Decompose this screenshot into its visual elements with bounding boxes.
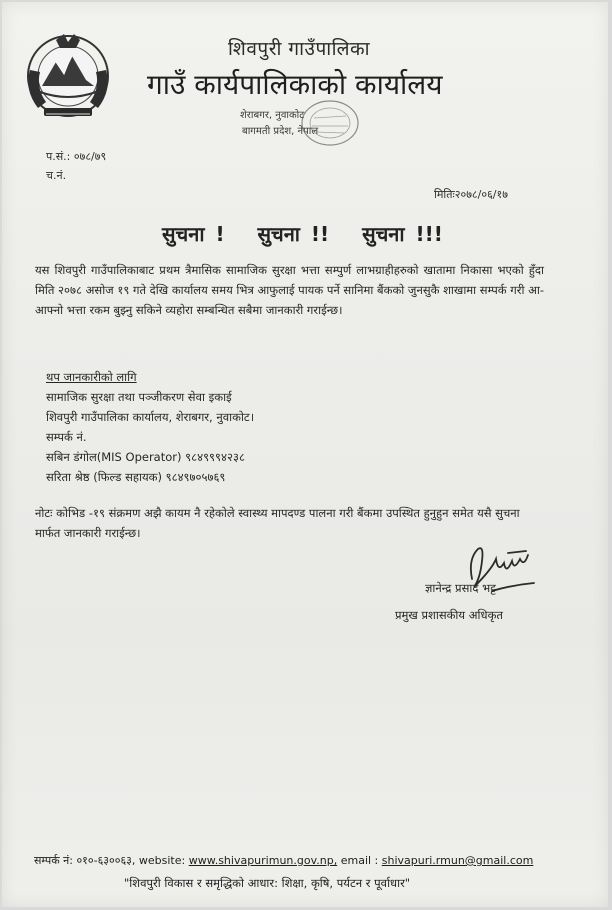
signer-designation: प्रमुख प्रशासकीय अधिकृत: [395, 608, 503, 622]
address-line-1: शेराबगर, नुवाकोट: [240, 110, 305, 121]
contact-label: सम्पर्क नं.: [46, 430, 87, 444]
reference-number: प.सं.: ०७८/७९: [46, 150, 107, 163]
office-name: गाउँ कार्यपालिकाको कार्यालय: [147, 68, 443, 101]
footer-phone: सम्पर्क नं: ०१०-६३००६३,: [34, 854, 136, 867]
letter-date: मितिः२०७८/०६/१७: [434, 188, 508, 201]
contact-person-2: सरिता श्रेष्ठ (फिल्ड सहायक) ९८४९७०५७६९: [46, 470, 226, 484]
notice-body: यस शिवपुरी गाउँपालिकाबाट प्रथम त्रैमासिक सामाजिक सुरक्षा भत्ता सम्पुर्ण लाभग्राहीहरुको खातामा निकासा भएको हुँदा मिति २०७८ असोज १९ गते देखि कार्यालय समय भित्र आफुलाई पायक पर्ने सानिमा बैंकको जुनसुकै शाखामा सम्पर्क गरी आ-आफ्नो भत्ता रकम बुझ्नु सकिने व्यहोरा सम्बन्धित सबैमा जानकारी गराईन्छ।: [35, 263, 544, 317]
footer-email-label: email :: [340, 854, 379, 867]
notice-title: सुचना ! सुचना !! सुचना !!!: [162, 222, 443, 246]
nepal-government-emblem-icon: [16, 30, 120, 124]
letter-page: [2, 2, 608, 907]
dispatch-number: च.नं.: [46, 169, 67, 182]
address-line-2: बागमती प्रदेश, नेपाल: [242, 126, 319, 137]
contact-person-1: सबिन डंगोल(MIS Operator) ९८४९९९४२३८: [46, 450, 245, 464]
footer-website-label: website:: [138, 854, 186, 867]
municipality-name: शिवपुरी गाउँपालिका: [228, 38, 370, 60]
email-link[interactable]: shivapuri.rmun@gmail.com: [381, 854, 534, 867]
signer-name: ज्ञानेन्द्र प्रसाद भट्ट: [425, 581, 496, 595]
office-round-stamp-icon: [298, 98, 362, 148]
office-address: शिवपुरी गाउँपालिका कार्यालय, शेराबगर, नुवाकोट।: [46, 410, 255, 424]
footer-slogan: "शिवपुरी विकास र समृद्धिको आधार: शिक्षा, कृषि, पर्यटन र पूर्वाधार": [124, 876, 411, 890]
website-link[interactable]: www.shivapurimun.gov.np,: [188, 854, 338, 867]
footer-contact: [34, 853, 533, 868]
service-unit: सामाजिक सुरक्षा तथा पञ्जीकरण सेवा इकाई: [46, 390, 232, 404]
contact-heading: थप जानकारीको लागि: [46, 370, 137, 384]
covid-note: नोटः कोभिड -१९ संक्रमण अझै कायम नै रहेकोले स्वास्थ्य मापदण्ड पालना गरी बैंकमा उपस्थित हुनुहुन समेत यसै सुचना मार्फत जानकारी गराईन्छ।: [35, 506, 520, 540]
